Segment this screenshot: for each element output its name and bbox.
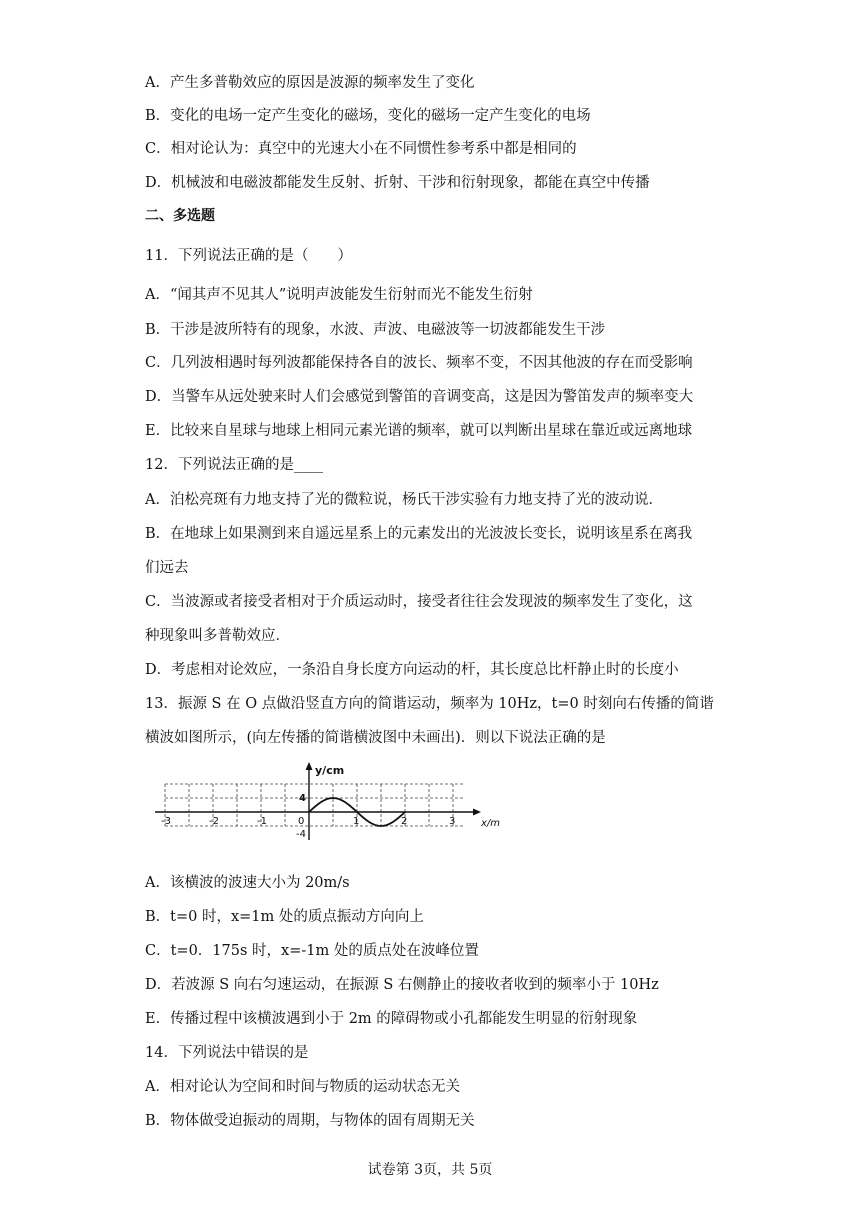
x-tick-label: -3 bbox=[161, 816, 171, 827]
q10-option-b: B．变化的电场一定产生变化的磁场，变化的磁场一定产生变化的电场 bbox=[145, 108, 591, 124]
y-axis-label: y/cm bbox=[315, 764, 345, 777]
q10-option-d: D．机械波和电磁波都能发生反射、折射、干涉和衍射现象，都能在真空中传播 bbox=[145, 175, 650, 191]
x-tick-label: 3 bbox=[449, 816, 456, 827]
q12-option-c-line1: C．当波源或者接受者相对于介质运动时，接受者往往会发现波的频率发生了变化，这 bbox=[145, 594, 693, 610]
q14-stem: 14．下列说法中错误的是 bbox=[145, 1045, 309, 1061]
x-tick-label: 2 bbox=[401, 816, 408, 827]
q11-stem: 11．下列说法正确的是（ ） bbox=[145, 248, 352, 264]
q13-option-d: D．若波源 S 向右匀速运动，在振源 S 右侧静止的接收者收到的频率小于 10Hz bbox=[145, 977, 659, 993]
page-footer: 试卷第 3页，共 5页 bbox=[367, 1162, 493, 1178]
q10-option-c: C．相对论认为：真空中的光速大小在不同惯性参考系中都是相同的 bbox=[145, 141, 577, 157]
q12-option-b-line2: 们远去 bbox=[145, 560, 189, 576]
x-tick-labels bbox=[161, 816, 455, 827]
q13-option-a: A．该横波的波速大小为 20m/s bbox=[145, 875, 350, 891]
x-tick-label: 1 bbox=[353, 816, 360, 827]
q13-option-e: E．传播过程中该横波遇到小于 2m 的障碍物或小孔都能发生明显的衍射现象 bbox=[145, 1011, 638, 1027]
q13-option-b: B．t=0 时，x=1m 处的质点振动方向向上 bbox=[145, 909, 424, 925]
x-tick-label: -2 bbox=[209, 816, 219, 827]
q12-option-d: D．考虑相对论效应，一条沿自身长度方向运动的杆，其长度总比杆静止时的长度小 bbox=[145, 662, 679, 678]
q12-option-c-line2: 种现象叫多普勒效应． bbox=[145, 628, 290, 644]
q11-option-e: E．比较来自星球与地球上相同元素光谱的频率，就可以判断出星球在靠近或远离地球 bbox=[145, 423, 693, 439]
q12-option-b-line1: B．在地球上如果测到来自遥远星系上的元素发出的光波波长变长，说明该星系在离我 bbox=[145, 526, 693, 542]
q11-option-a: A．“闻其声不见其人”说明声波能发生衍射而光不能发生衍射 bbox=[145, 287, 533, 303]
q11-option-c: C．几列波相遇时每列波都能保持各自的波长、频率不变，不因其他波的存在而受影响 bbox=[145, 355, 693, 371]
y-tick-top: 4 bbox=[299, 793, 306, 804]
q14-option-a: A．相对论认为空间和时间与物质的运动状态无关 bbox=[145, 1079, 460, 1095]
q13-stem-line1: 13．振源 S 在 O 点做沿竖直方向的简谐运动，频率为 10Hz，t=0 时刻向右传播的简谐 bbox=[145, 696, 714, 712]
x-axis-label: x/m bbox=[481, 818, 501, 829]
x-tick-label: -1 bbox=[257, 816, 267, 827]
x-axis-arrow-icon bbox=[473, 809, 481, 816]
q10-option-a: A．产生多普勒效应的原因是波源的频率发生了变化 bbox=[145, 75, 475, 91]
section-title: 二、多选题 bbox=[145, 208, 215, 224]
q11-option-d: D．当警车从远处驶来时人们会感觉到警笛的音调变高，这是因为警笛发声的频率变大 bbox=[145, 389, 694, 405]
wave-figure bbox=[145, 760, 501, 842]
q13-stem-line2: 横波如图所示，(向左传播的简谐横波图中未画出)．则以下说法正确的是 bbox=[145, 730, 606, 746]
q14-option-b: B．物体做受迫振动的周期，与物体的固有周期无关 bbox=[145, 1113, 475, 1129]
q12-stem: 12．下列说法正确的是____ bbox=[145, 457, 323, 473]
q12-option-a: A．泊松亮斑有力地支持了光的微粒说，杨氏干涉实验有力地支持了光的波动说． bbox=[145, 492, 663, 508]
q11-option-b: B．干涉是波所特有的现象，水波、声波、电磁波等一切波都能发生干涉 bbox=[145, 322, 606, 338]
origin-label: 0 bbox=[298, 816, 305, 827]
q13-option-c: C．t=0．175s 时，x=-1m 处的质点处在波峰位置 bbox=[145, 943, 479, 959]
y-tick-bottom: -4 bbox=[296, 829, 306, 840]
y-axis-arrow-icon bbox=[306, 762, 313, 770]
